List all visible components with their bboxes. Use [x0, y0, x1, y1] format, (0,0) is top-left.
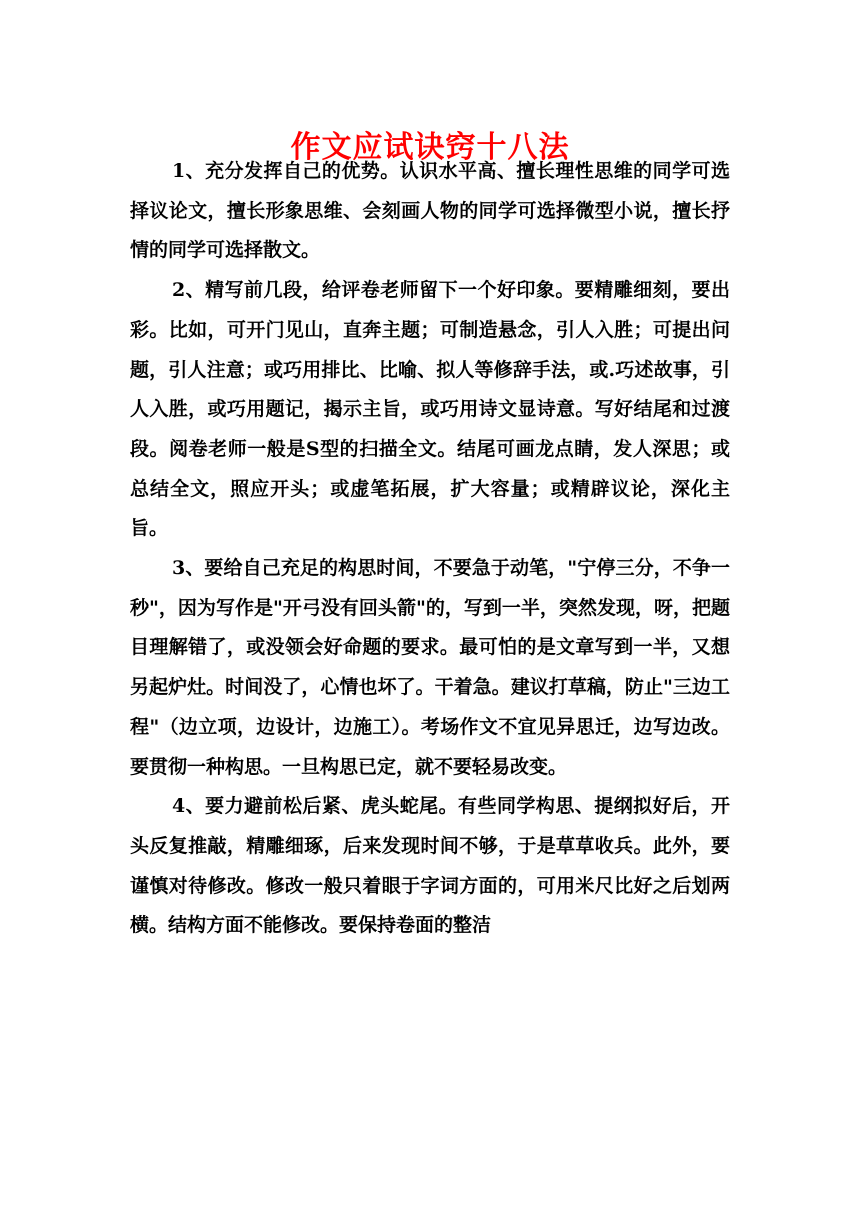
paragraph-3: 3、要给自己充足的构思时间，不要急于动笔，"宁停三分，不争一秒"，因为写作是"开弓没有回头箭"的，写到一半，突然发现，呀，把题目理解错了，或没领会好命题的要求。最可怕的是文章写到一半，又想另起炉灶。时间没了，心情也坏了。干着急。建议打草稿，防止"三边工程"（边立项，边设计，边施工）。考场作文不宜见异思迁，边写边改。要贯彻一种构思。一旦构思已定，就不要轻易改变。 [130, 557, 730, 778]
paragraph-1: 1、充分发挥自己的优势。认识水平高、擅长理性思维的同学可选择议论文，擅长形象思维、会刻画人物的同学可选择微型小说，擅长抒情的同学可选择散文。 [130, 160, 730, 262]
document-body [130, 152, 730, 946]
paragraph-2: 2、精写前几段，给评卷老师留下一个好印象。要精雕细刻，要出彩。比如，可开门见山，直奔主题；可制造悬念，引人入胜；可提出问题，引人注意；或巧用排比、比喻、拟人等修辞手法，或.巧述故事，引人入胜，或巧用题记，揭示主旨，或巧用诗文显诗意。写好结尾和过渡段。阅卷老师一般是S型的扫描全文。结尾可画龙点睛，发人深思；或总结全文，照应开头；或虚笔拓展，扩大容量；或精辟议论，深化主旨。 [130, 279, 730, 540]
paragraph-4: 4、要力避前松后紧、虎头蛇尾。有些同学构思、提纲拟好后，开头反复推敲，精雕细琢，后来发现时间不够，于是草草收兵。此外，要谨慎对待修改。修改一般只着眼于字词方面的，可用米尺比好之后划两横。结构方面不能修改。要保持卷面的整洁 [130, 795, 730, 937]
document-title: 作文应试诀窍十八法 [290, 130, 570, 166]
